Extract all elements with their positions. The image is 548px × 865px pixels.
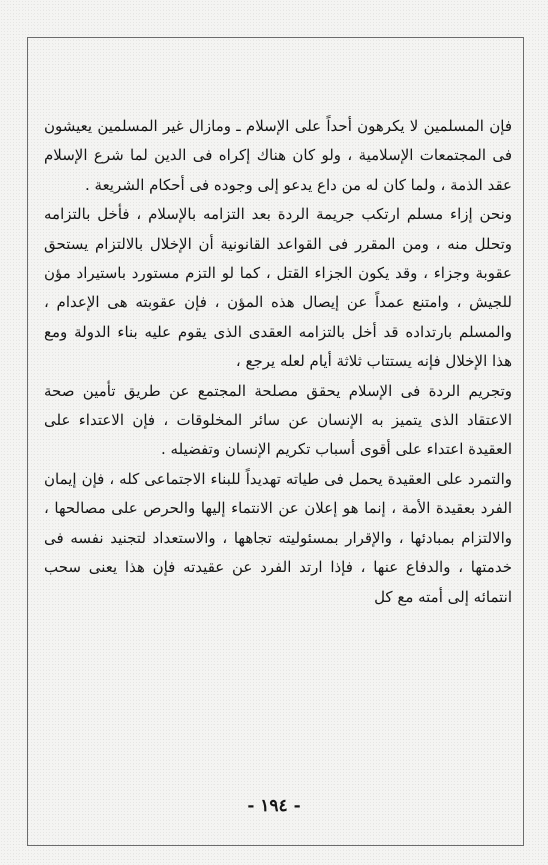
page-number: - ١٩٤ - [247, 796, 301, 816]
paragraph-1: فإن المسلمين لا يكرهون أحداً على الإسلام ـ ومازال غير المسلمين يعيشون فى المجتمعات الإسلامية ، ولو كان هناك إكراه فى الدين لما شرع الإسلام عقد الذمة ، ولما كان له من داع يدعو إلى وجوده فى أحكام الشريعة . [44, 117, 512, 194]
paragraph-4: والتمرد على العقيدة يحمل فى طياته تهديداً للبناء الاجتماعى كله ، فإن إيمان الفرد بعقيدة الأمة ، إنما هو إعلان عن الانتماء إليها والحرص على مصالحها ، والالتزام بمبادئها ، والإقرار بمسئوليته تجاهها ، والاستعداد لتجنيد نفسه فى خدمتها ، والدفاع عنها ، فإذا ارتد الفرد عن عقيدته فإن هذا يعنى سحب انتمائه إلى أمته مع كل [44, 469, 512, 606]
paragraph-2: ونحن إزاء مسلم ارتكب جريمة الردة بعد التزامه بالإسلام ، فأخل بالتزامه وتحلل منه ، ومن المقرر فى القواعد القانونية أن الإخلال بالالتزام يستحق عقوبة وجزاء ، وقد يكون الجزاء القتل ، كما لو التزم مستورد باستيراد مؤن للجيش ، وامتنع عمداً عن إيصال هذه المؤن ، فإن عقوبته هى الإعدام ، والمسلم بارتداده قد أخل بالتزامه العقدى الذى يقوم عليه بناء الدولة ومع هذا الإخلال فإنه يستتاب ثلاثة أيام لعله يرجع ، [44, 205, 512, 371]
paragraph-3: وتجريم الردة فى الإسلام يحقق مصلحة المجتمع عن طريق تأمين صحة الاعتقاد الذى يتميز به الإنسان عن سائر المخلوقات ، فإن الاعتداء على العقيدة اعتداء على أقوى أسباب تكريم الإنسان وتفضيله . [44, 381, 512, 459]
body-text [44, 112, 512, 612]
